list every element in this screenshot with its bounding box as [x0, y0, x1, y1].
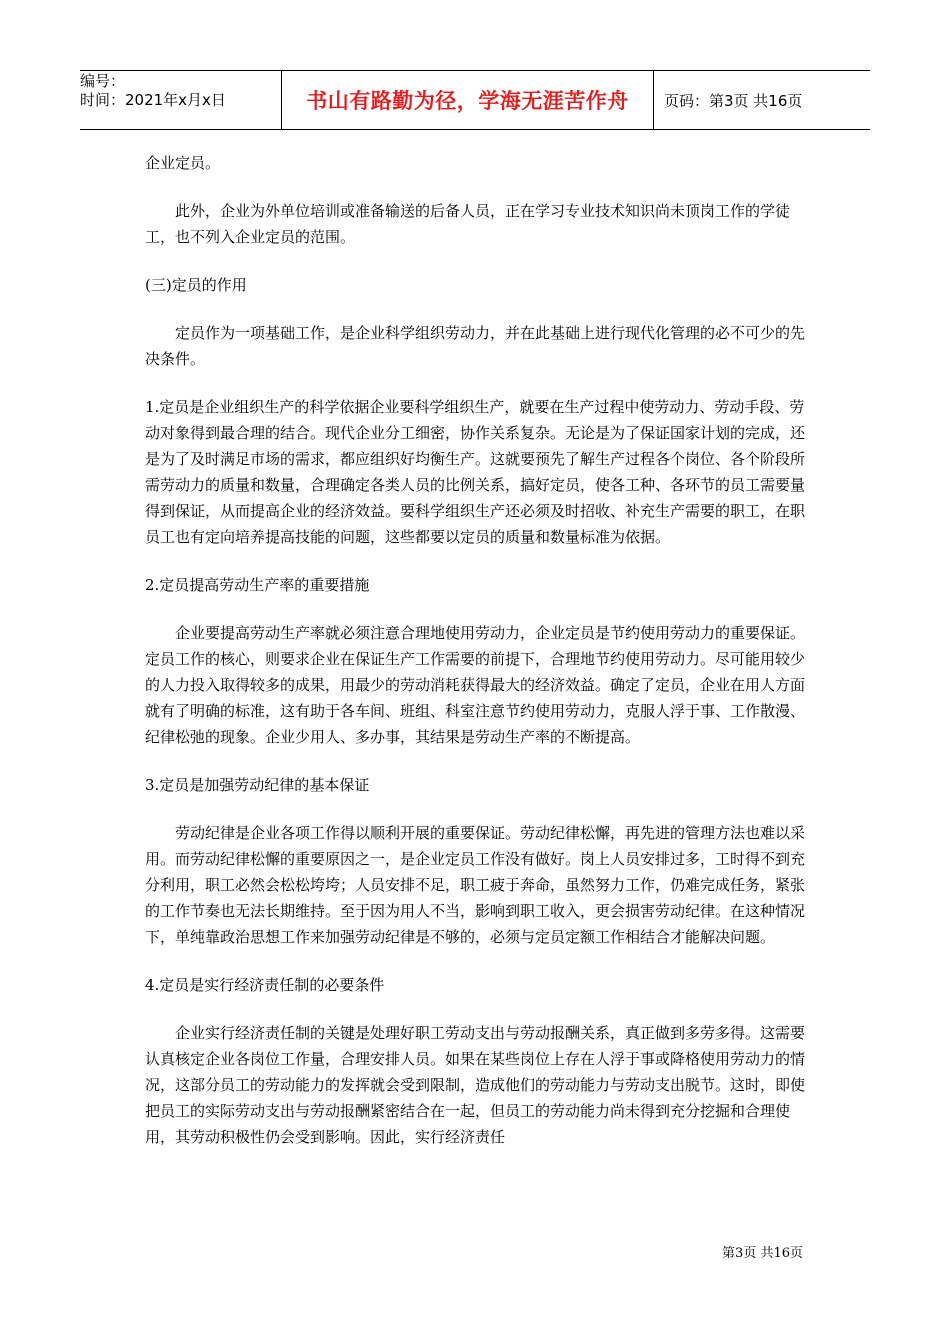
- paragraph: 定员作为一项基础工作，是企业科学组织劳动力，并在此基础上进行现代化管理的必不可少的先决条件。: [145, 324, 806, 368]
- subheading-point-4: 4.定员是实行经济责任制的必要条件: [145, 976, 385, 994]
- paragraph: 此外，企业为外单位培训或准备输送的后备人员，正在学习专业技术知识尚未顶岗工作的学徒工，也不列入企业定员的范围。: [145, 202, 791, 246]
- time-label: 时间：2021年x月x日: [80, 91, 226, 109]
- number-label: 编号：: [80, 72, 126, 90]
- paragraph: 企业要提高劳动生产率就必须注意合理地使用劳动力，企业定员是节约使用劳动力的重要保证。定员工作的核心，则要求企业在保证生产工作需要的前提下，合理地节约使用劳动力。尽可能用较少的人力投入取得较多的成果，用最少的劳动消耗获得最大的经济效益。确定了定员，企业在用人方面就有了明确的标准，这有助于各车间、班组、科室注意节约使用劳动力，克服人浮于事、工作散漫、纪律松弛的现象。企业少用人、多办事，其结果是劳动生产率的不断提高。: [145, 624, 806, 746]
- page-header: [80, 70, 870, 130]
- subheading-point-2: 2.定员提高劳动生产率的重要措施: [145, 576, 370, 594]
- document-body: [145, 150, 805, 1172]
- header-info-cell: [80, 71, 282, 129]
- header-page-info: 页码：第3页 共16页: [664, 91, 803, 110]
- paragraph-point-1: 1.定员是企业组织生产的科学依据企业要科学组织生产，就要在生产过程中使劳动力、劳动手段、劳动对象得到最合理的结合。现代企业分工细密，协作关系复杂。无论是为了保证国家计划的完成，还是为了及时满足市场的需求，都应组织好均衡生产。这就要预先了解生产过程各个岗位、各个阶段所需劳动力的质量和数量，合理确定各类人员的比例关系，搞好定员，使各工种、各环节的员工需要量得到保证，从而提高企业的经济效益。要科学组织生产还必须及时招收、补充生产需要的职工，在职员工也有定向培养提高技能的问题，这些都要以定员的质量和数量标准为依据。: [145, 398, 806, 546]
- header-motto: 书山有路勤为径，学海无涯苦作舟: [282, 71, 654, 129]
- subheading-point-3: 3.定员是加强劳动纪律的基本保证: [145, 776, 370, 794]
- paragraph: 劳动纪律是企业各项工作得以顺利开展的重要保证。劳动纪律松懈，再先进的管理方法也难以采用。而劳动纪律松懈的重要原因之一，是企业定员工作没有做好。岗上人员安排过多，工时得不到充分利用，职工必然会松松垮垮；人员安排不足，职工疲于奔命，虽然努力工作，仍难完成任务，紧张的工作节奏也无法长期维持。至于因为用人不当，影响到职工收入，更会损害劳动纪律。在这种情况下，单纯靠政治思想工作来加强劳动纪律是不够的，必须与定员定额工作相结合才能解决问题。: [145, 824, 806, 946]
- paragraph-continuation: 企业定员。: [145, 154, 221, 172]
- page-footer: 第3页 共16页: [722, 1246, 803, 1261]
- paragraph: 企业实行经济责任制的关键是处理好职工劳动支出与劳动报酬关系，真正做到多劳多得。这需要认真核定企业各岗位工作量，合理安排人员。如果在某些岗位上存在人浮于事或降格使用劳动力的情况，这部分员工的劳动能力的发挥就会受到限制，造成他们的劳动能力与劳动支出脱节。这时，即使把员工的实际劳动支出与劳动报酬紧密结合在一起，但员工的劳动能力尚未得到充分挖掘和合理使用，其劳动积极性仍会受到影响。因此，实行经济责任: [145, 1024, 806, 1146]
- section-heading: (三)定员的作用: [145, 276, 247, 294]
